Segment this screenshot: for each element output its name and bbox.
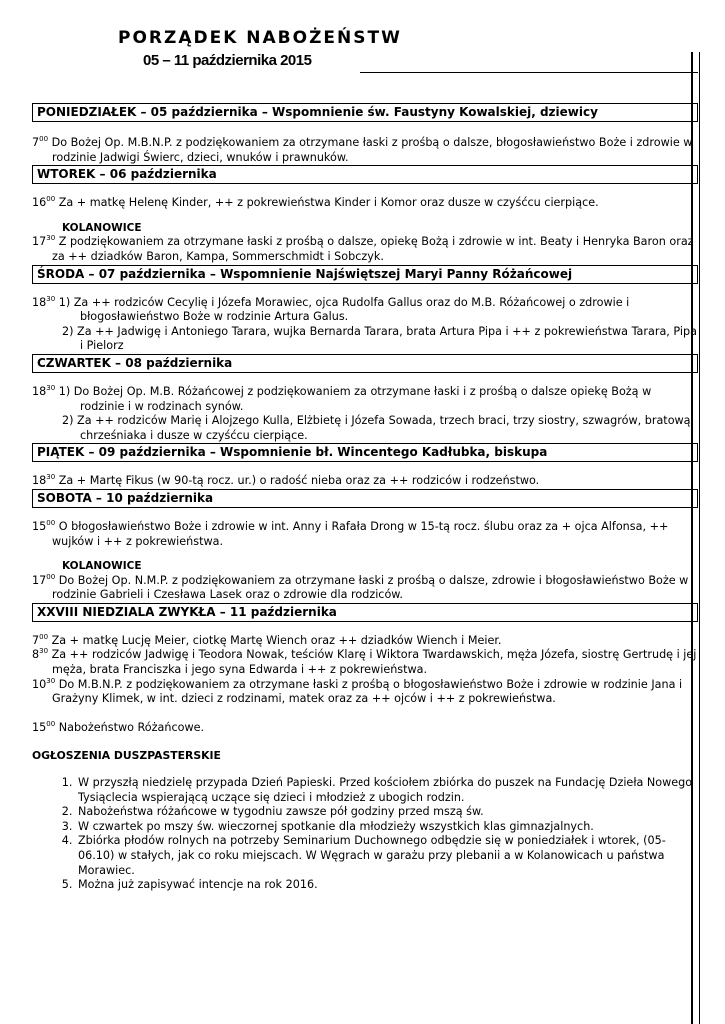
announcements-title: OGŁOSZENIA DUSZPASTERSKIE — [32, 749, 221, 763]
announcements-list — [32, 776, 698, 893]
mass-entry: $7^{00}$ Do Bożej Op. M.B.N.P. z podziękowaniem za otrzymane łaski z prośbą o dalsze, błogosławieństwo Boże i zdrowie w rodzinie Jadwigi Świerc, dzieci, wnuków i prawnuków. — [32, 135, 693, 164]
mass-entry: $7^{00}$ Za + matkę Lucję Meier, ciotkę Martę Wiench oraz ++ dziadków Wiench i Meier. — [32, 632, 502, 647]
mass-entry: $17^{30}$ Z podziękowaniem za otrzymane łaski z prośbą o dalsze, opiekę Bożą i zdrowie w int. Beaty i Henryka Baron oraz za ++ dziadków Baron, Kampa, Sommerschmidt i Sobczyk. — [32, 234, 694, 263]
header-rule — [360, 72, 698, 73]
list-item: 3. W czwartek po mszy św. wieczornej spotkanie dla młodzieży wszystkich klas gimnazjalnych. — [76, 820, 698, 835]
day-heading-saturday: SOBOTA – 10 października — [32, 489, 698, 508]
mass-entry: $16^{00}$ Za + matkę Helenę Kinder, ++ z pokrewieństwa Kinder i Komor oraz dusze w czyśćcu cierpiące. — [32, 195, 599, 210]
margin-rule-inner — [699, 52, 700, 1024]
day-heading-thursday: CZWARTEK – 08 października — [32, 354, 698, 373]
mass-entry: $18^{30}$ 1) Za ++ rodziców Cecylię i Józefa Morawiec, ojca Rudolfa Gallus oraz do M.B. Różańcowej o zdrowie i błogosławieństwo Boże w rodzinie Artura Galus. — [32, 294, 630, 324]
mass-entry: $18^{30}$ Za + Martę Fikus (w 90-tą rocz. ur.) o radość nieba oraz za ++ rodziców i rodzeństwo. — [32, 473, 540, 488]
day-heading-sunday: XXVIII NIEDZIALA ZWYKŁA – 11 października — [32, 603, 698, 622]
day-heading-friday: PIĄTEK – 09 października – Wspomnienie bł. Wincentego Kadłubka, biskupa — [32, 443, 698, 462]
day-heading-monday: PONIEDZIAŁEK – 05 października – Wspomnienie św. Faustyny Kowalskiej, dziewicy — [32, 103, 698, 122]
mass-entry: $10^{30}$ Do M.B.N.P. z podziękowaniem za otrzymane łaski z prośbą o błogosławieństwo Boże i zdrowie w rodzinie Jana i Grażyny Klimek, w int. dzieci z rodzinami, matek oraz za ++ ojców i ++ z pokrewieństwa. — [32, 676, 683, 706]
mass-entry-item: 2) Za ++ rodziców Marię i Alojzego Kulla, Elżbietę i Józefa Sowada, trzech braci, trzy siostry, szwagrów, bratową, chrześniaka i dusze w czyśćcu cierpiące. — [62, 414, 695, 442]
mass-entry: $18^{30}$ 1) Do Bożej Op. M.B. Różańcowej z podziękowaniem za otrzymane łaski i z prośbą o dalsze opiekę Bożą w rodzinie i w rodzinach synów. — [32, 383, 652, 413]
day-heading-wednesday: ŚRODA – 07 października – Wspomnienie Najświętszej Maryi Panny Różańcowej — [32, 265, 698, 284]
mass-entry: $8^{30}$ Za ++ rodziców Jadwigę i Teodora Nowak, teściów Klarę i Wiktora Twardawskich, męża Józefa, siostrę Gertrudę i jej męża, brata Franciszka i jego syna Edwarda i ++ z pokrewieństwa. — [32, 647, 697, 677]
day-heading-tuesday: WTOREK – 06 października — [32, 165, 698, 184]
date-range: 05 – 11 października 2015 — [143, 52, 312, 69]
mass-entry-item: 2) Za ++ Jadwigę i Antoniego Tarara, wujka Bernarda Tarara, brata Artura Pipa i ++ z pokrewieństwa Tarara, Pipa i Pielorz — [62, 324, 697, 353]
mass-entry: $15^{00}$ Nabożeństwo Różańcowe. — [32, 719, 205, 734]
mass-entry: $15^{00}$ O błogosławieństwo Boże i zdrowie w int. Anny i Rafała Drong w 15-tą rocz. ślubu oraz za + ojca Alfonsa, ++ wujków i ++ z pokrewieństwa. — [32, 518, 669, 548]
list-item: 4. Zbiórka płodów rolnych na potrzeby Seminarium Duchownego odbędzie się w poniedziałek i wtorek, (05-06.10) w stałych, jak co roku miejscach. W Węgrach w garażu przy plebanii a w Kolanowicach u państwa Morawiec. — [76, 834, 698, 878]
mass-entry: $17^{00}$ Do Bożej Op. N.M.P. z podziękowaniem za otrzymane łaski z prośbą o dalsze, zdrowie i błogosławieństwo Boże w rodzinie Gabrieli i Czesława Lasek oraz o zdrowie dla rodziców. — [32, 572, 689, 602]
location-label: KOLANOWICE — [62, 221, 142, 234]
list-item: 2. Nabożeństwa różańcowe w tygodniu zawsze pół godziny przed mszą św. — [76, 805, 698, 820]
location-label: KOLANOWICE — [62, 560, 142, 573]
schedule — [32, 103, 698, 893]
list-item: 5. Można już zapisywać intencje na rok 2016. — [76, 878, 698, 893]
page-title: PORZĄDEK NABOŻEŃSTW — [118, 28, 402, 48]
list-item: 1. W przyszłą niedzielę przypada Dzień Papieski. Przed kościołem zbiórka do puszek na Fundację Dzieła Nowego Tysiąclecia wspierającą uczące się dzieci i młodzież z ubogich rodzin. — [76, 776, 698, 805]
